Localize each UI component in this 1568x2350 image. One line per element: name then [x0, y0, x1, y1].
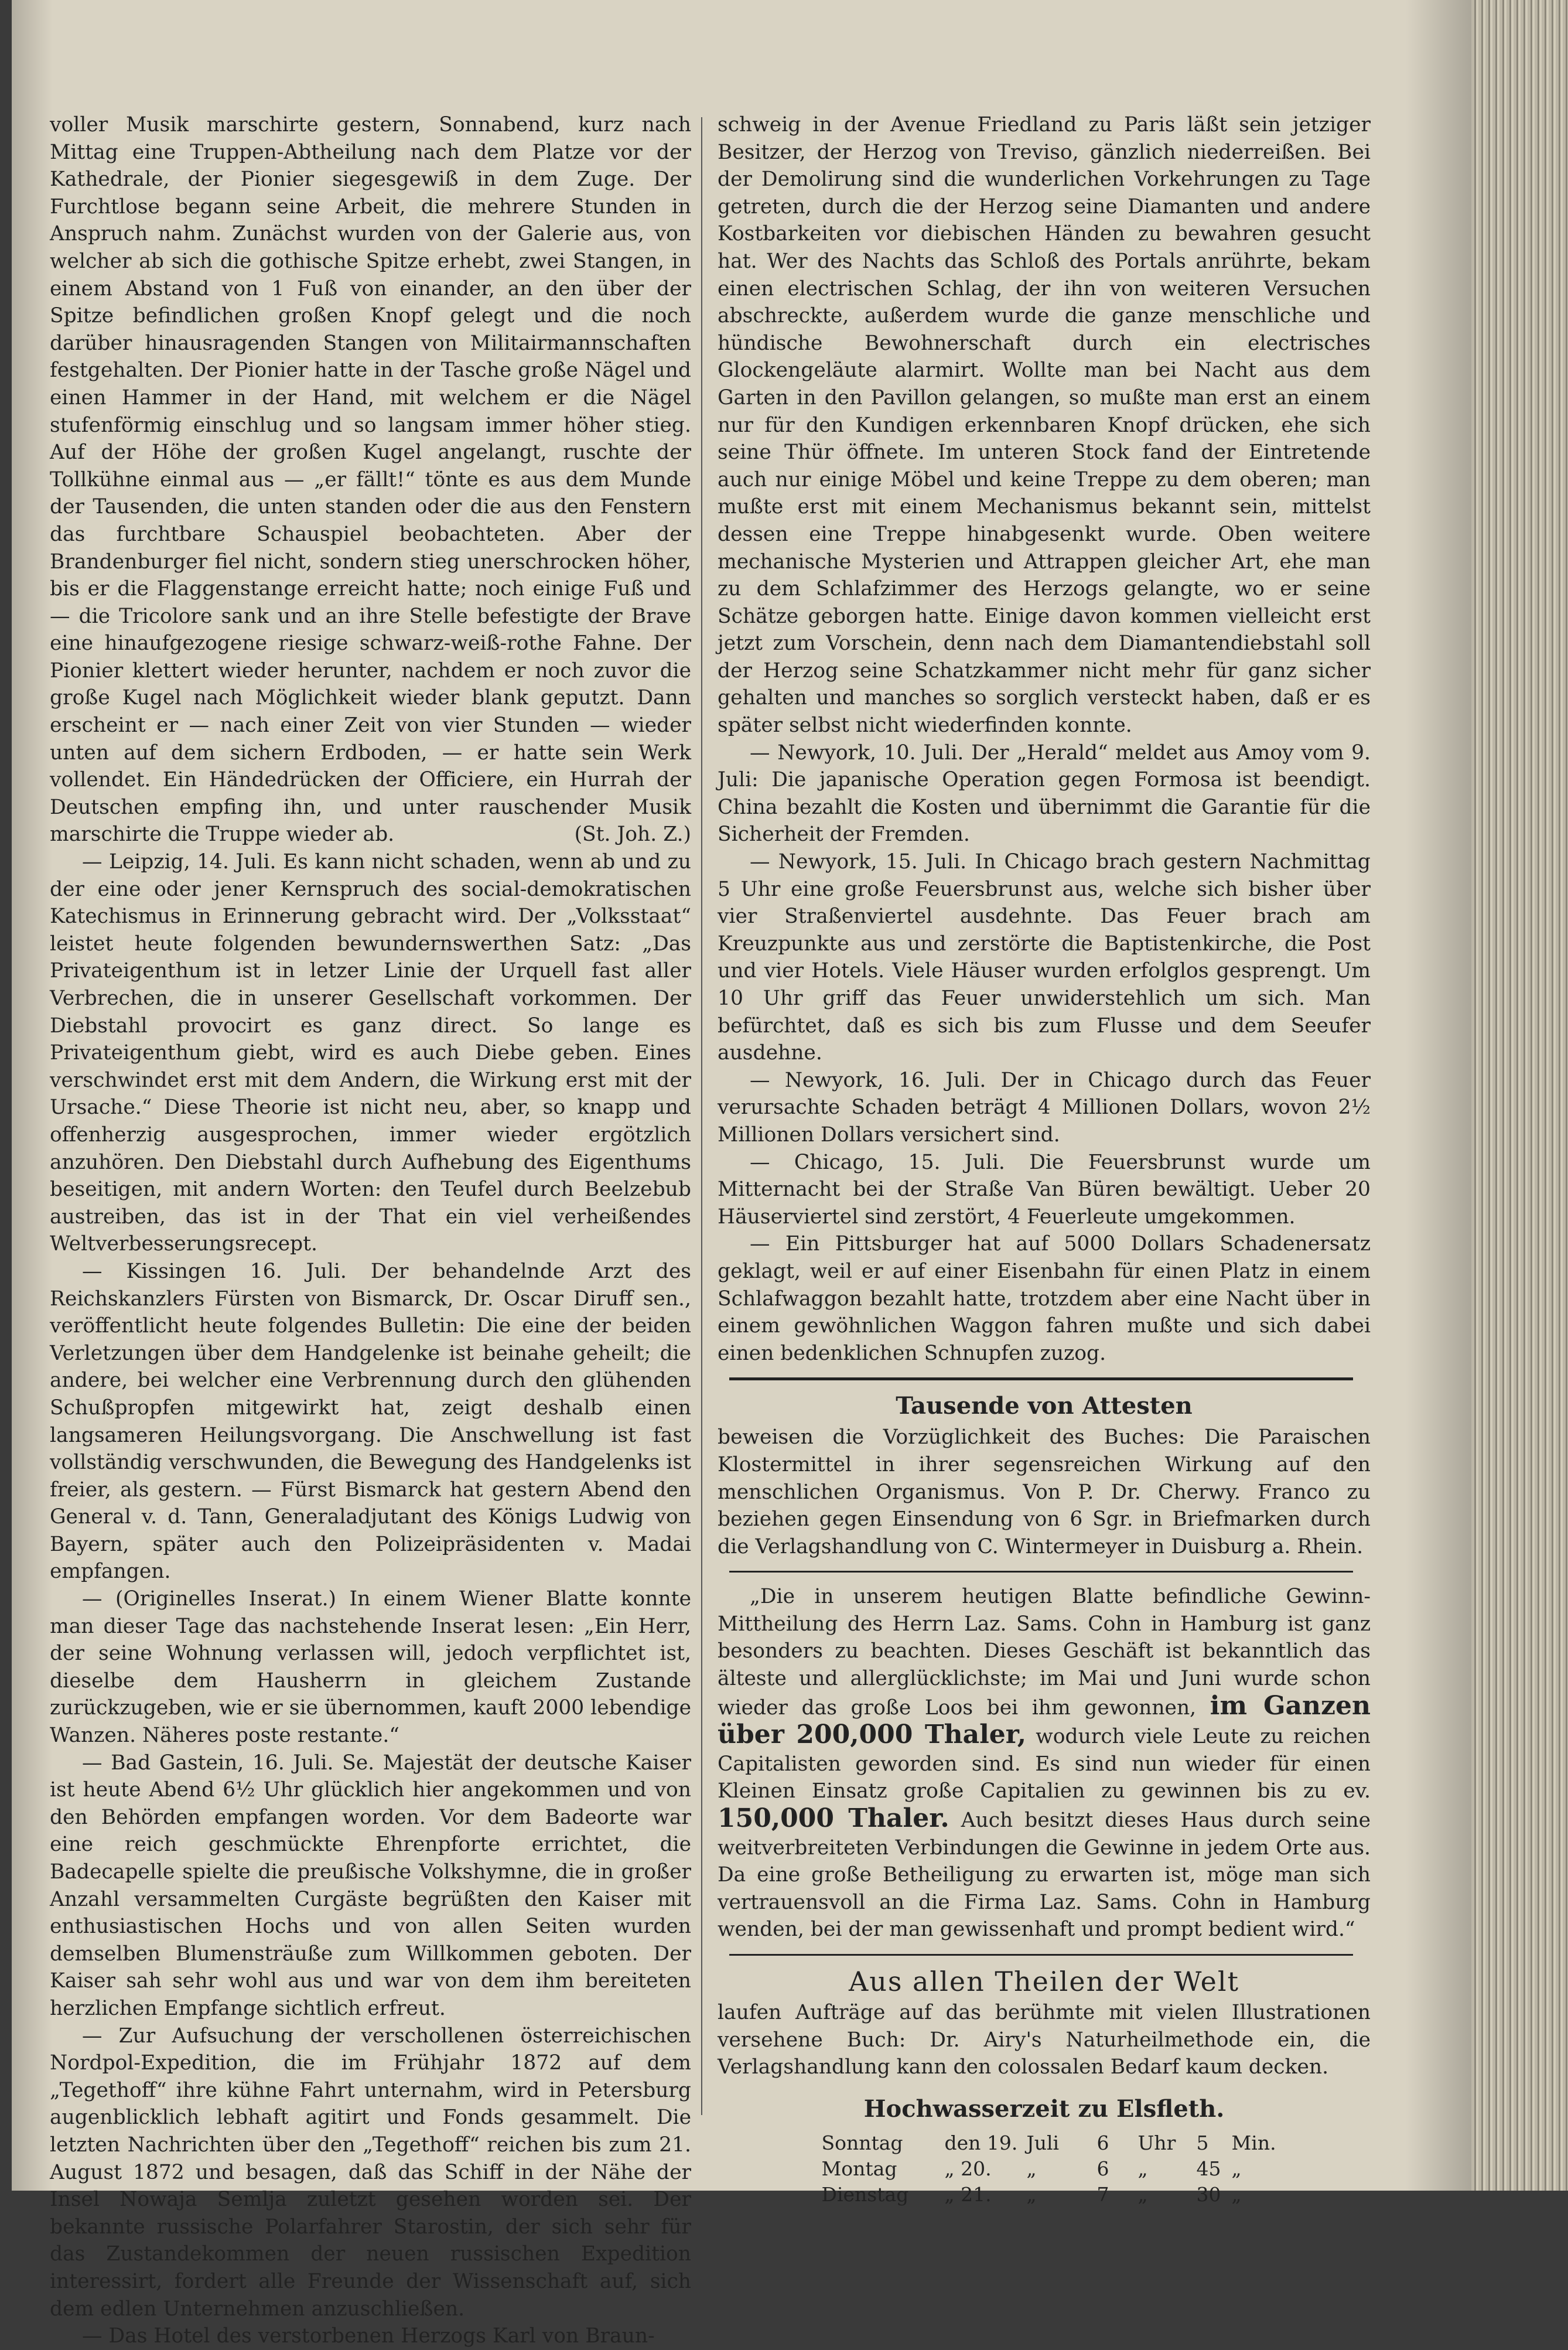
article-leipzig: — Leipzig, 14. Juli. Es kann nicht schaden, wenn ab und zu der eine oder jener Kernspruch des social-demokratischen Katechismus in Erinnerung gebracht wird. Der „Volksstaat“ leistet heute folgenden bewundernswerthen Satz: „Das Privateigenthum ist in letzer Linie der Urquell fast aller Verbrechen, die in unserer Gesellschaft vorkommen. Der Diebstahl provocirt es ganz direct. So lange es Privateigenthum giebt, wird es auch Diebe geben. Eines verschwindet erst mit dem Andern, die Wirkung erst mit der Ursache.“ Diese Theorie ist nicht neu, aber, so knapp und offenherzig ausgesprochen, immer wieder ergötzlich anzuhören. Den Diebstahl durch Aufhebung des Eigenthums beseitigen, mit andern Worten: den Teufel durch Beelzebub austreiben, das ist in der That ein viel verheißendes Weltverbesserungsrecept. [50, 850, 691, 1256]
article-pittsburger: — Ein Pittsburger hat auf 5000 Dollars Schadenersatz geklagt, weil er auf einer Eisenbahn für einen Platz in einem Schlafwaggon bezahlt hatte, trotzdem aber eine Nacht über in einem gewöhnlichen Waggon fahren mußte und sich dabei einen bedenklichen Schnupfen zuzog. [718, 1232, 1371, 1365]
article-newyork-10: — Newyork, 10. Juli. Der „Herald“ meldet aus Amoy vom 9. Juli: Die japanische Operation gegen Formosa ist beendigt. China bezahlt die Kosten und übernimmt die Garantie für die Sicherheit der Fremden. [718, 741, 1371, 847]
ad-lottery-highlight-b: 150,000 Thaler. [718, 1803, 949, 1834]
article-hotel-braunschweig-cont: schweig in der Avenue Friedland zu Paris läßt sein jetziger Besitzer, der Herzog von Treviso, gänzlich niederreißen. Bei der Demolirung sind die wunderlichen Vorkehrungen zu Tage getreten, durch die der Herzog seine Diamanten und andere Kostbarkeiten vor diebischen Händen zu bewahren gesucht hat. Wer des Nachts das Schloß des Portals anrührte, bekam einen electrischen Schlag, der ihn von weiteren Versuchen abschreckte, außerdem wurde die ganze menschliche und hündische Bewohnerschaft durch ein electrisches Glockengeläute alarmirt. Wollte man bei Nacht aus dem Garten in den Pavillon gelangen, so mußte man erst an einem nur für den Kundigen erkennbaren Knopf drücken, ehe sich seine Thür öffnete. Im unteren Stock fand der Eintretende auch nur einige Möbel und keine Treppe zu dem oberen; man mußte erst mit einem Mechanismus bekannt sein, mittelst dessen eine Treppe hinabgesenkt wurde. Oben weitere mechanische Mysterien und Attrappen gleicher Art, ehe man zu dem Schlafzimmer des Herzogs gelangte, wo er seine Schätze geborgen hatte. Einige davon kommen vielleicht erst jetzt zum Vorschein, denn nach dem Diamantendiebstahl soll der Herzog seine Schatzkammer nicht mehr für ganz sicher gehalten und manches so sorglich versteckt haben, daß er es später selbst nicht wiederfinden konnte. [718, 113, 1371, 738]
article-source: (St. Joh. Z.) [574, 823, 691, 847]
ad-rule [729, 1571, 1353, 1573]
article-bad-gastein: — Bad Gastein, 16. Juli. Se. Majestät der deutsche Kaiser ist heute Abend 6½ Uhr glücklich hier angekommen und von den Behörden empfangen worden. Vor dem Badeorte war eine reich geschmückte Ehrenpforte errichtet, die Badecapelle spielte die preußische Volkshymne, die in großer Anzahl versammelten Curgäste begrüßten den Kaiser mit enthusiastischen Hochs und von allen Seiten wurden demselben Blumensträuße zum Willkommen geboten. Der Kaiser sah sehr wohl aus und war von dem ihm bereiteten herzlichen Empfange sichtlich erfreut. [50, 1751, 691, 2020]
ad-welt-text: laufen Aufträge auf das berühmte mit vielen Illustrationen versehene Buch: Dr. Airy's Naturheilmethode ein, die Verlagshandlung kann den colossalen Bedarf kaum decken. [718, 2001, 1371, 2079]
article-kissingen: — Kissingen 16. Juli. Der behandelnde Arzt des Reichskanzlers Fürsten von Bismarck, Dr. Oscar Diruff sen., veröffentlicht heute folgendes Bulletin: Die eine der beiden Verletzungen über dem Handgelenke ist beinahe geheilt; die andere, bei welcher eine Verbrennung durch den glühenden Schußpropfen mitgewirkt hat, zeigt deshalb einen langsameren Heilungsvorgang. Die Anschwellung ist fast vollständig verschwunden, die Bewegung des Handgelenks ist freier, als gestern. — Fürst Bismarck hat gestern Abend den General v. d. Tann, Generaladjutant des Königs Ludwig von Bayern, später auch den Polizeipräsidenten v. Madai empfangen. [50, 1259, 691, 1584]
column-divider [701, 117, 702, 2115]
article-newyork-16: — Newyork, 16. Juli. Der in Chicago durch das Feuer verursachte Schaden beträgt 4 Millionen Dollars, wovon 2½ Millionen Dollars versichert sind. [718, 1068, 1371, 1147]
tide-table [821, 2130, 1276, 2208]
left-column [50, 111, 691, 2350]
ad-attesten-title: Tausende von Attesten [896, 1392, 1193, 1420]
book-page-edges [1471, 0, 1568, 2191]
article-strasbourg-pioneer: voller Musik marschirte gestern, Sonnabend, kurz nach Mittag eine Truppen-Abtheilung nach dem Platze vor der Kathedrale, der Pionier siegesgewiß in dem Zuge. Der Furchtlose begann seine Arbeit, die mehrere Stunden in Anspruch nahm. Zunächst wurden von der Galerie aus, von welcher ab sich die gothische Spitze erhebt, zwei Stangen, in einem Abstand von 1 Fuß von einander, an den über der Spitze befindlichen großen Knopf gelegt und die noch darüber hinausragenden Stangen von Militairmannschaften festgehalten. Der Pionier hatte in der Tasche große Nägel und einen Hammer in der Hand, mit welchem er die Nägel stufenförmig einschlug und so langsam immer höher stieg. Auf der Höhe der großen Kugel angelangt, ruschte der Tollkühne einmal aus — „er fällt!“ tönte es aus dem Munde der Tausenden, die unten standen oder die aus den Fenstern das furchtbare Schauspiel beobachteten. Aber der Brandenburger fiel nicht, sondern stieg unerschrocken höher, bis er die Flaggenstange erreicht hatte; noch einige Fuß und — die Tricolore sank und an ihre Stelle befestigte der Brave eine hinaufgezogene riesige schwarz-weiß-rothe Fahne. Der Pionier klettert wieder herunter, nachdem er noch zuvor die große Kugel nach Möglichkeit wieder blank geputzt. Dann erscheint er — nach einer Zeit von vier Stunden — wieder unten auf dem sichern Erdboden, — er hatte sein Werk vollendet. Ein Händedrücken der Officiere, ein Hurrah der Deutschen empfing ihn, und unter rauschender Musik marschirte die Truppe wieder ab. (St. Joh. Z.) [50, 111, 691, 848]
ad-lottery: „Die in unserem heutigen Blatte befindliche Gewinn-Mittheilung des Herrn Laz. Sams. Cohn in Hamburg ist ganz besonders zu beachten. Dieses Geschäft ist bekanntlich das älteste und allerglücklichste; im Mai und Juni wurde schon wieder das große Loos bei ihm gewonnen, im Ganzen über 200,000 Thaler, wodurch viele Leute zu reichen Capitalisten geworden sind. Es sind nun wieder für einen Kleinen Einsatz große Capitalien zu gewinnen bis zu ev. 150,000 Thaler. Auch besitzt dieses Haus durch seine weitverbreiteten Verbindungen die Gewinne in jedem Orte aus. Da eine große Betheiligung zu erwarten ist, möge man sich vertrauensvoll an die Firma Laz. Sams. Cohn in Hamburg wenden, bei der man gewissenhaft und prompt bedient wird.“ [718, 1585, 1371, 1942]
article-chicago-15: — Chicago, 15. Juli. Die Feuersbrunst wurde um Mitternacht bei der Straße Van Büren bewältigt. Ueber 20 Häuserviertel sind zerstört, 4 Feuerleute umgekommen. [718, 1150, 1371, 1229]
tide-row: Sonntag den 19. Juli 6 Uhr 5 Min. [821, 2131, 1276, 2154]
ad-rule-2 [729, 1954, 1353, 1956]
tide-row: Dienstag „ 21. „ 7 „ 30 „ [821, 2182, 1242, 2206]
article-original-ad: — (Originelles Inserat.) In einem Wiener Blatte konnte man dieser Tage das nachstehende Inserat lesen: „Ein Herr, der seine Wohnung verlassen will, jedoch verpflichtet ist, dieselbe dem Hausherrn in gleichem Zustande zurückzugeben, wie er sie übernommen, kauft 2000 lebendige Wanzen. Näheres poste restante.“ [50, 1587, 691, 1748]
ad-welt-title: Aus allen Theilen der Welt [848, 1966, 1240, 1997]
newspaper-page [12, 0, 1473, 2348]
article-newyork-15: — Newyork, 15. Juli. In Chicago brach gestern Nachmittag 5 Uhr eine große Feuersbrunst aus, welche sich bisher über vier Straßenviertel ausdehnte. Das Feuer brach am Kreuzpunkte aus und zerstörte die Baptistenkirche, die Post und vier Hotels. Viele Häuser wurden erfolglos gesprengt. Um 10 Uhr griff das Feuer unwiderstehlich um sich. Man befürchtet, daß es sich bis zum Flusse und dem Seeufer ausdehne. [718, 850, 1371, 1065]
tide-row: Montag „ 20. „ 6 „ 45 „ [821, 2157, 1242, 2180]
section-rule [729, 1377, 1353, 1380]
tide-title: Hochwasserzeit zu Elsfleth. [863, 2095, 1225, 2123]
right-column [718, 111, 1371, 2208]
ad-lottery-highlight-a: im Ganzen über 200,000 Thaler, [718, 1690, 1371, 1750]
article-hotel-braunschweig-start: — Das Hotel des verstorbenen Herzogs Karl von Braun- [82, 2324, 655, 2348]
ad-attesten-text: beweisen die Vorzüglichkeit des Buches: Die Paraischen Klostermittel in ihrer segensreichen Wirkung auf den menschlichen Organismus. Von P. Dr. Cherwy. Franco zu beziehen gegen Einsendung von 6 Sgr. in Briefmarken durch die Verlagshandlung von C. Wintermeyer in Duisburg a. Rhein. [718, 1425, 1371, 1558]
article-nordpol-expedition: — Zur Aufsuchung der verschollenen österreichischen Nordpol-Expedition, die im Frühjahr 1872 auf dem „Tegethoff“ ihre kühne Fahrt unternahm, wird in Petersburg augenblicklich lebhaft agitirt und Fonds gesammelt. Die letzten Nachrichten über den „Tegethoff“ reichen bis zum 21. August 1872 und besagen, daß das Schiff in der Nähe der Insel Nowaja Semlja zuletzt gesehen worden sei. Der bekannte russische Polarfahrer Starostin, der sich sehr für das Zustandekommen der neuen russischen Expedition interessirt, fordert alle Freunde der Wissenschaft auf, sich dem edlen Unternehmen anzuschließen. [50, 2024, 691, 2321]
